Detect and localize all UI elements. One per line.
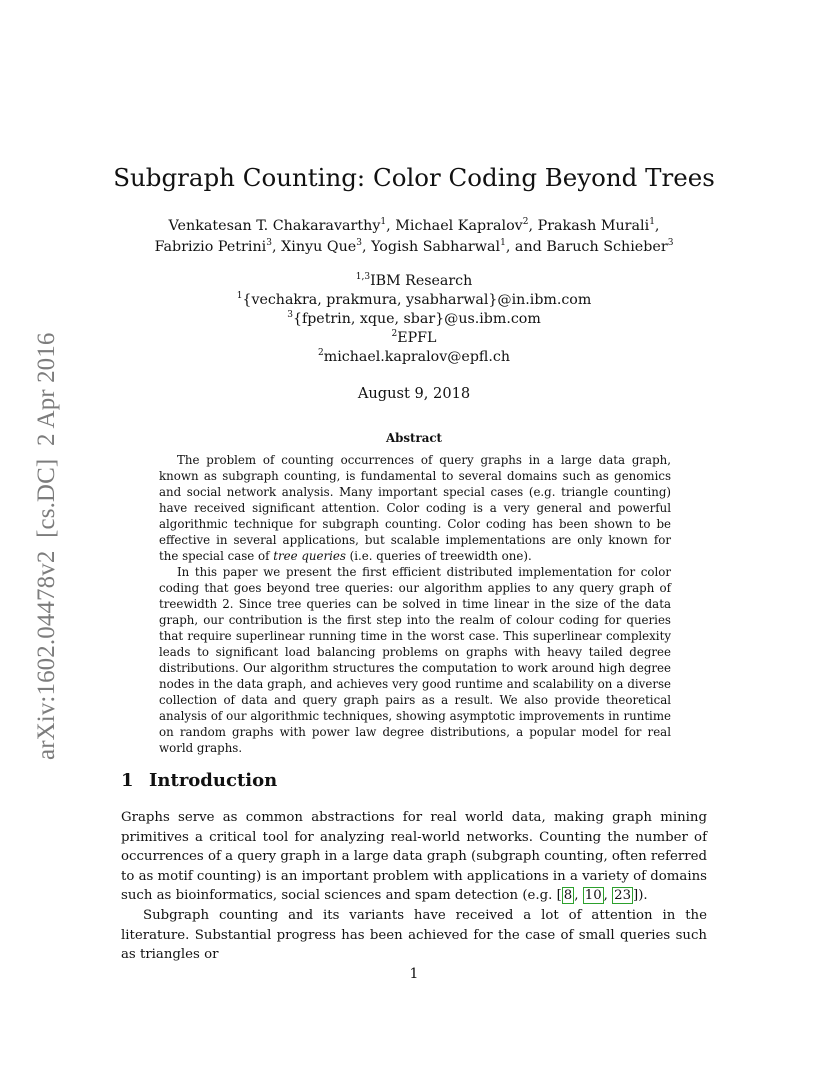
- author-affiliation-mark: 1: [500, 238, 506, 248]
- abstract-text: (i.e. queries of treewidth one).: [345, 549, 532, 563]
- author-affiliation-mark: 1: [380, 217, 387, 227]
- arxiv-margin-stamp: arXiv:1602.04478v2 [cs.DC] 2 Apr 2016: [33, 332, 60, 760]
- affiliation-mark: 2: [318, 348, 324, 358]
- affiliation-mark: 2: [391, 329, 398, 339]
- author-line-1: [0, 216, 828, 237]
- affiliation-name: EPFL: [397, 330, 437, 346]
- affiliation-block: [0, 272, 828, 367]
- affiliation-emails-india: [0, 291, 828, 310]
- intro-paragraph-2: Subgraph counting and its variants have received a lot of attention in the literature. Substantial progress has been achieved for the case of small queries such as triangles or: [121, 907, 707, 963]
- abstract-paragraph-1: [159, 452, 671, 564]
- affiliation-emails-us: [0, 310, 828, 329]
- author-separator: ,: [654, 218, 660, 234]
- intro-text: Graphs serve as common abstractions for real world data, making graph mining primitives a critical tool for analyzing real-world networks. Counting the number of occurrences of a query graph in a large data graph (subgraph counting, often referred to as motif counting) is an important problem with applications in a variety of domains such as bioinformatics, social sciences and spam detection (e.g. [: [121, 810, 707, 904]
- citation-link[interactable]: 23: [614, 888, 632, 904]
- author-affiliation-mark: 3: [356, 238, 362, 248]
- author-affiliation-mark: 2: [522, 217, 529, 227]
- citation-link[interactable]: 10: [584, 888, 602, 904]
- author-name: Venkatesan T. Chakaravarthy: [168, 218, 381, 234]
- section-title: Introduction: [149, 770, 278, 791]
- affiliation-name: IBM Research: [370, 273, 473, 289]
- author-list: [0, 216, 828, 258]
- section-heading-introduction: [121, 768, 277, 794]
- affiliation-email-epfl: [0, 348, 828, 367]
- paper-date: August 9, 2018: [357, 385, 471, 402]
- paper-title: Subgraph Counting: Color Coding Beyond Trees: [113, 163, 715, 192]
- author-name: Michael Kapralov: [395, 218, 523, 234]
- affiliation-mark: 1,3: [355, 272, 371, 282]
- email-list: {vechakra, prakmura, ysabharwal}@in.ibm.com: [242, 292, 592, 308]
- author-affiliation-mark: 3: [667, 238, 674, 248]
- affiliation-epfl: [0, 329, 828, 348]
- author-separator: , and: [505, 239, 547, 255]
- citation-link[interactable]: 8: [563, 888, 573, 904]
- abstract-body: [159, 452, 671, 756]
- abstract-paragraph-2: In this paper we present the first efficient distributed implementation for color coding that goes beyond tree queries: our algorithm applies to any query graph of treewidth 2. Since tree queries can be solved in time linear in the size of the data graph, our contribution is the first step into the realm of colour coding for queries that require superlinear running time in the worst case. This superlinear complexity leads to significant load balancing problems on graphs with heavy tailed degree distributions. Our algorithm structures the computation to work around high degree nodes in the data graph, and achieves very good runtime and scalability on a diverse collection of data and query graph pairs as a result. We also provide theoretical analysis of our algorithmic techniques, showing asymptotic improvements in runtime on random graphs with power law degree distributions, a popular model for real world graphs.: [159, 565, 671, 755]
- author-separator: ,: [528, 218, 538, 234]
- abstract-heading: Abstract: [386, 431, 442, 445]
- abstract-text: The problem of counting occurrences of query graphs in a large data graph, known as subgraph counting, is fundamental to several domains such as genomics and social network analysis. Many important special cases (e.g. triangle counting) have received significant attention. Color coding is a very general and powerful algorithmic technique for subgraph counting. Color coding has been shown to be effective in several applications, but scalable implementations are only known for the special case of: [159, 453, 671, 563]
- introduction-body: [121, 808, 707, 965]
- intro-text: ]).: [633, 888, 648, 904]
- author-name: Yogish Sabharwal: [371, 239, 501, 255]
- affiliation-mark: 1: [236, 291, 243, 301]
- section-number: 1: [121, 770, 134, 791]
- email-address: michael.kapralov@epfl.ch: [323, 349, 510, 365]
- author-name: Baruch Schieber: [546, 239, 668, 255]
- author-name: Prakash Murali: [537, 218, 650, 234]
- citation-separator: ,: [603, 888, 613, 904]
- author-affiliation-mark: 3: [266, 238, 272, 248]
- page-number: 1: [409, 966, 419, 982]
- author-separator: ,: [271, 239, 282, 255]
- author-affiliation-mark: 1: [649, 217, 655, 227]
- abstract-emphasis: tree queries: [273, 549, 346, 563]
- author-separator: ,: [386, 218, 396, 234]
- author-name: Xinyu Que: [281, 239, 357, 255]
- citation-separator: ,: [574, 888, 583, 904]
- email-list: {fpetrin, xque, sbar}@us.ibm.com: [292, 311, 541, 327]
- author-name: Fabrizio Petrini: [154, 239, 267, 255]
- intro-paragraph-1: [121, 808, 707, 906]
- author-line-2: [0, 237, 828, 258]
- affiliation-ibm: [0, 272, 828, 291]
- author-separator: ,: [362, 239, 372, 255]
- affiliation-mark: 3: [287, 310, 293, 320]
